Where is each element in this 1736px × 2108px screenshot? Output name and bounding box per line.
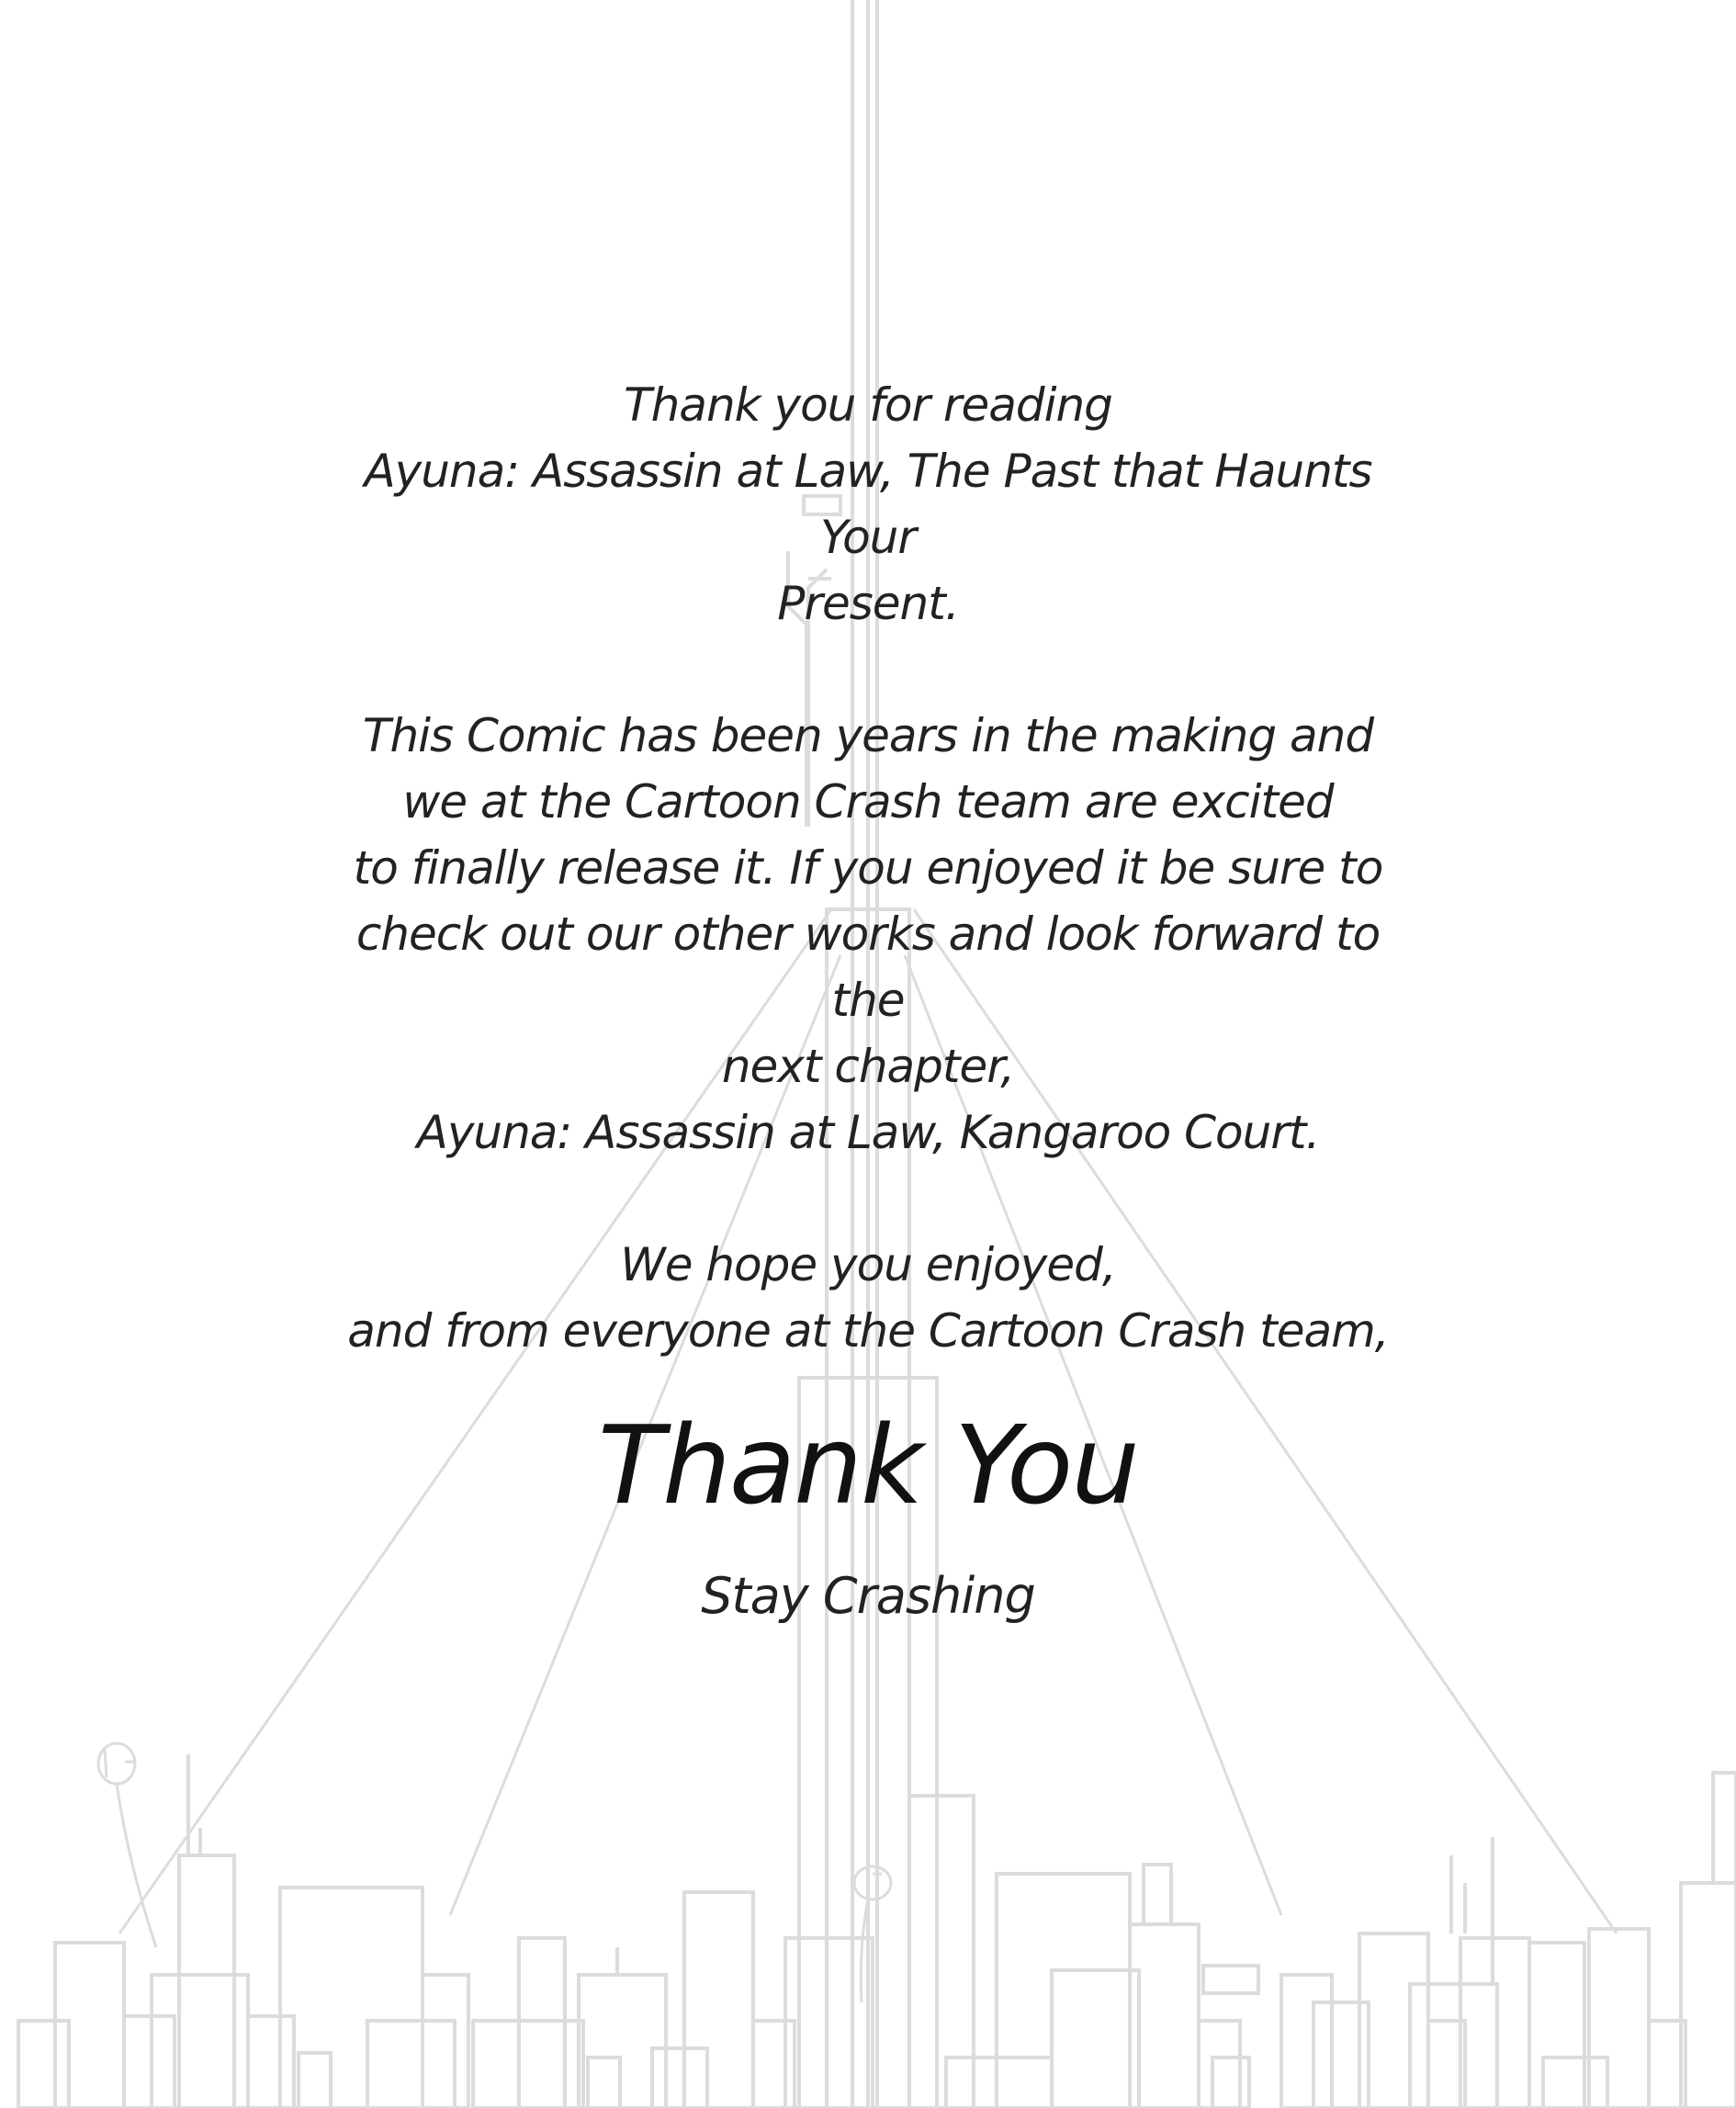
closing-line: and from everyone at the Cartoon Crash team, (347, 1304, 1389, 1358)
body-line: check out our other works and look forward to the (355, 907, 1381, 1027)
body-line: This Comic has been years in the making and (362, 709, 1374, 762)
intro-line: Ayuna: Assassin at Law, The Past that Haunts Your (364, 445, 1372, 564)
intro-line: Present. (777, 577, 959, 630)
body-line: Ayuna: Assassin at Law, Kangaroo Court. (416, 1106, 1320, 1159)
body-paragraph (317, 703, 1419, 1166)
body-line: we at the Cartoon Crash team are excited (402, 775, 1334, 829)
signoff-text: Stay Crashing (701, 1567, 1035, 1625)
intro-paragraph (317, 372, 1419, 637)
closing-paragraph (317, 1232, 1419, 1364)
message-text (0, 372, 1736, 1629)
closing-line: We hope you enjoyed, (620, 1238, 1116, 1291)
body-line: next chapter, (721, 1040, 1015, 1093)
thank-you-heading: Thank You (598, 1402, 1138, 1528)
stick-figures (98, 1743, 891, 2002)
body-line: to finally release it. If you enjoyed it be sure to (353, 841, 1383, 895)
intro-line: Thank you for reading (624, 378, 1112, 432)
